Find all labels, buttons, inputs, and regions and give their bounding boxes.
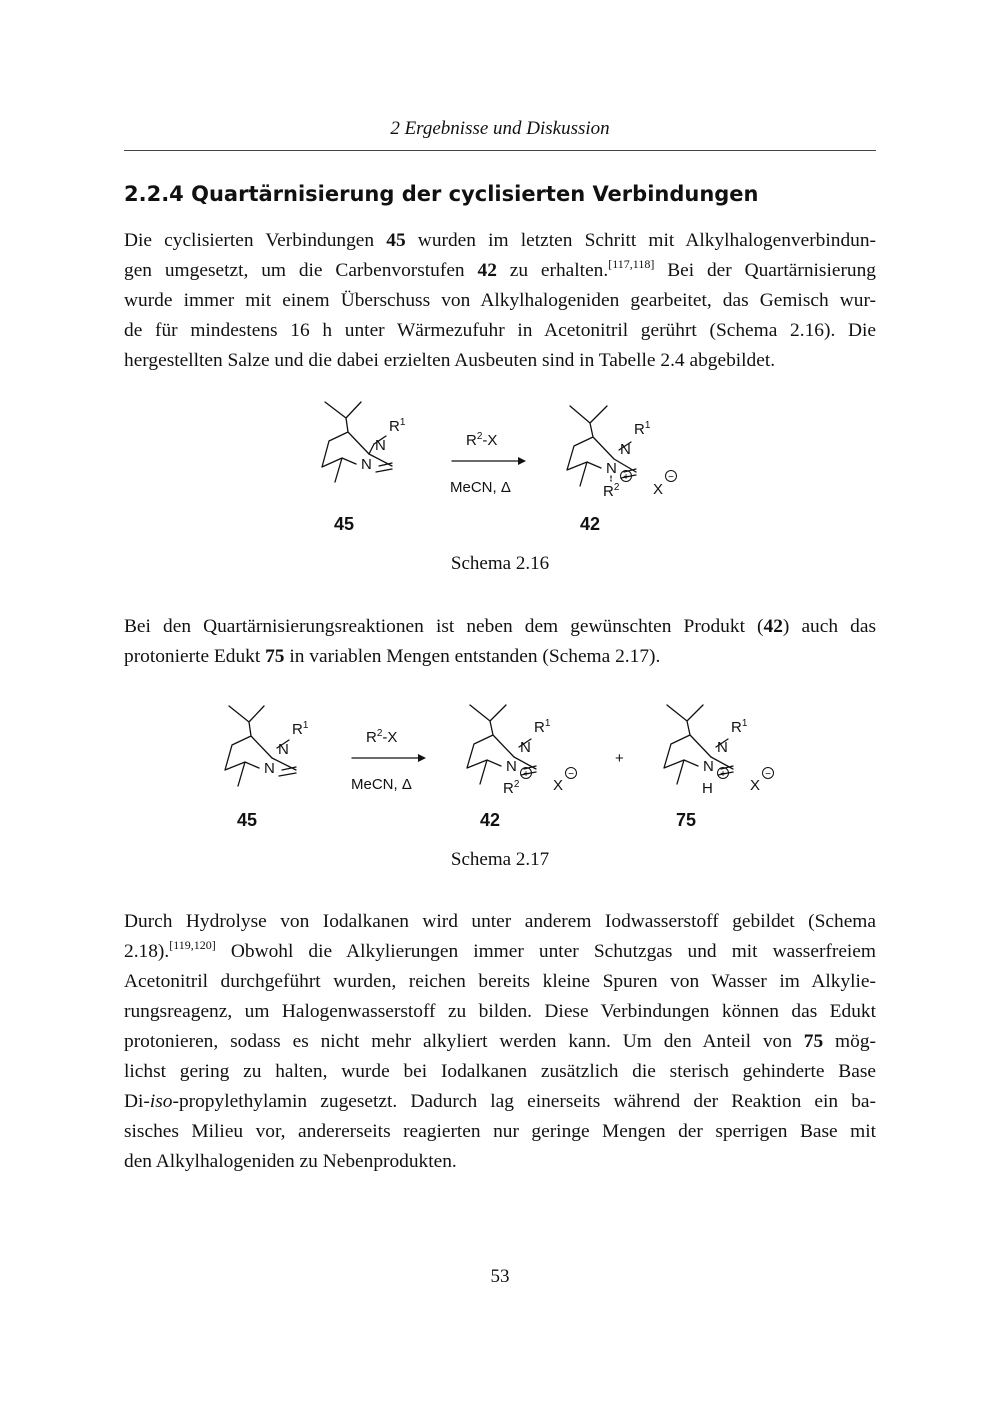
paragraph-2 bbox=[124, 612, 876, 672]
paragraph-3-line-7: Di-iso-propylethylamin zugesetzt. Dadurch lag einerseits während der Reaktion ein ba- bbox=[124, 1091, 876, 1112]
section-heading bbox=[124, 182, 876, 206]
paragraph-3-line-5: protonieren, sodass es nicht mehr alkyliert werden kann. Um den Anteil von 75 mög- bbox=[124, 1031, 876, 1052]
atom-n: N bbox=[361, 456, 372, 473]
atom-n: N bbox=[264, 760, 275, 777]
page-number: 53 bbox=[490, 1266, 510, 1287]
atom-n: N bbox=[278, 741, 289, 758]
plus-charge: + bbox=[523, 769, 529, 780]
r1-label: $R^1$ bbox=[292, 720, 309, 738]
r1-label: $R^1$ bbox=[731, 718, 748, 736]
atom-n: N bbox=[717, 739, 728, 756]
reagent-label: $R^2-X$ bbox=[366, 728, 398, 746]
r1-label: $R^1$ bbox=[634, 420, 651, 438]
plus-charge: + bbox=[720, 769, 726, 780]
plus-sign: + bbox=[615, 750, 624, 767]
scheme-2-16-caption: Schema 2.16 bbox=[450, 553, 550, 574]
structure-42 bbox=[467, 705, 577, 797]
paragraph-1-line-4: de für mindestens 16 h unter Wärmezufuhr in Acetonitril gerührt (Schema 2.16). Die bbox=[124, 320, 876, 341]
paragraph-3-line-8: sisches Milieu vor, andererseits reagierten nur geringe Mengen der sperrigen Base mit bbox=[124, 1121, 876, 1142]
paragraph-3-line-9: den Alkylhalogeniden zu Nebenprodukten. bbox=[124, 1151, 457, 1172]
reagent-label: $R^2-X$ bbox=[466, 431, 498, 449]
r2-label: $R^2$ bbox=[603, 482, 620, 500]
citation-ref[interactable]: [117,118] bbox=[608, 257, 655, 271]
structure-45 bbox=[225, 706, 309, 786]
compound-ref-42: 42 bbox=[477, 260, 497, 281]
atom-n-plus: N bbox=[506, 758, 517, 775]
r1-label: $R^1$ bbox=[534, 718, 551, 736]
paragraph-3 bbox=[124, 907, 876, 1177]
compound-ref-75: 75 bbox=[803, 1031, 824, 1052]
h-label: H bbox=[702, 780, 713, 797]
atom-n: N bbox=[520, 739, 531, 756]
structure-42 bbox=[567, 406, 677, 500]
atom-n: N bbox=[375, 437, 386, 454]
atom-n: N bbox=[620, 441, 631, 458]
paragraph-2-line-2: protonierte Edukt 75 in variablen Mengen entstanden (Schema 2.17). bbox=[124, 646, 661, 667]
counterion-x: X bbox=[653, 481, 664, 498]
structure-45 bbox=[322, 402, 406, 482]
section-number: 2.2.4 bbox=[124, 182, 184, 206]
paragraph-1-line-5: hergestellten Salze und die dabei erzielten Ausbeuten sind in Tabelle 2.4 abgebildet. bbox=[124, 350, 776, 371]
section-title: Quartärnisierung der cyclisierten Verbindungen bbox=[191, 182, 759, 206]
scheme-2-17-caption: Schema 2.17 bbox=[450, 849, 550, 870]
italic-iso: iso bbox=[149, 1091, 173, 1112]
plus-charge: + bbox=[623, 472, 629, 483]
header-rule bbox=[124, 150, 876, 151]
r2-label: $R^2$ bbox=[503, 779, 520, 797]
compound-label-42: 42 bbox=[579, 514, 601, 534]
structure-75 bbox=[664, 705, 774, 797]
atom-n-plus: N bbox=[606, 460, 617, 477]
compound-label-75: 75 bbox=[675, 810, 697, 830]
paragraph-3-line-3: Acetonitril durchgeführt wurden, reichen bereits kleine Spuren von Wasser im Alkylie- bbox=[124, 971, 876, 992]
running-header: 2 Ergebnisse und Diskussion bbox=[390, 118, 610, 139]
paragraph-1 bbox=[124, 226, 876, 376]
r1-label: $R^1$ bbox=[389, 417, 406, 435]
conditions-label: MeCN, Δ bbox=[450, 479, 511, 496]
compound-label-45: 45 bbox=[333, 514, 355, 534]
minus-charge: − bbox=[568, 769, 574, 780]
compound-label-42: 42 bbox=[479, 810, 501, 830]
compound-ref-45: 45 bbox=[386, 230, 406, 251]
paragraph-1-line-3: wurde immer mit einem Überschuss von Alkylhalogeniden gearbeitet, das Gemisch wur- bbox=[124, 290, 876, 311]
minus-charge: − bbox=[765, 769, 771, 780]
conditions-label: MeCN, Δ bbox=[351, 776, 412, 793]
counterion-x: X bbox=[553, 777, 564, 794]
counterion-x: X bbox=[750, 777, 761, 794]
compound-ref-75: 75 bbox=[265, 646, 285, 667]
citation-ref[interactable]: [119,120] bbox=[169, 938, 216, 952]
paragraph-3-line-1: Durch Hydrolyse von Iodalkanen wird unter anderem Iodwasserstoff gebildet (Schema bbox=[124, 911, 876, 932]
minus-charge: − bbox=[668, 472, 674, 483]
paragraph-2-line-1: Bei den Quartärnisierungsreaktionen ist neben dem gewünschten Produkt (42) auch das bbox=[124, 616, 876, 637]
paragraph-3-line-2: 2.18).[119,120] Obwohl die Alkylierungen immer unter Schutzgas und mit wasserfreiem bbox=[124, 938, 876, 962]
paragraph-1-line-2: gen umgesetzt, um die Carbenvorstufen 42 zu erhalten.[117,118] Bei der Quartärnisierung bbox=[124, 257, 876, 281]
compound-ref-42: 42 bbox=[763, 616, 783, 637]
compound-label-45: 45 bbox=[236, 810, 258, 830]
paragraph-1-line-1: Die cyclisierten Verbindungen 45 wurden im letzten Schritt mit Alkylhalogenverbindun- bbox=[124, 230, 876, 251]
atom-n-plus: N bbox=[703, 758, 714, 775]
paragraph-3-line-4: rungsreagenz, um Halogenwasserstoff zu bilden. Diese Verbindungen können das Edukt bbox=[124, 1001, 876, 1022]
paragraph-3-line-6: lichst gering zu halten, wurde bei Iodalkanen zusätzlich die sterisch gehinderte Base bbox=[124, 1061, 876, 1082]
